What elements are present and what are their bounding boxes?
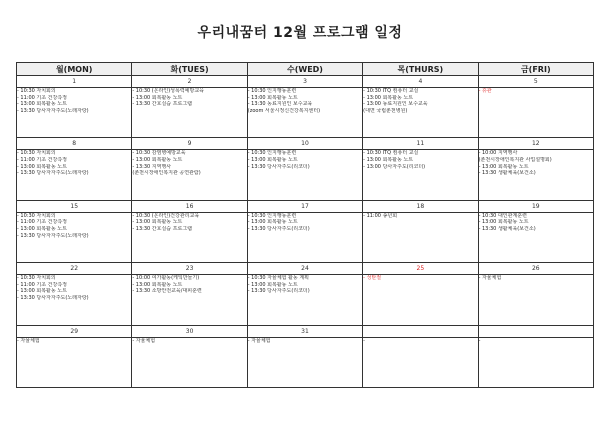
date-number: 19 [478,200,593,212]
schedule-item: - 13:00 회복활동 노트 [363,157,414,163]
schedule-body [17,76,594,388]
date-number: 9 [132,138,247,150]
day-cell [363,275,478,325]
schedule-item: - 자율체험 [17,337,40,344]
schedule-item: - 10:30 자치회의 [17,88,56,95]
schedule-item: - 13:30 당사자자주도(노래자랑) [17,107,89,114]
date-number: 5 [478,76,593,88]
date-number: 16 [132,200,247,212]
schedule-item: - 13:00 회복활동 노트 [17,101,67,108]
schedule-item: - 10:30 자치회의 [17,212,56,219]
schedule-item: - 13:30 동료지원인 보수교육 [247,101,313,108]
day-cell [17,88,132,138]
schedule-item: - 13:30 당사자자주도(노래자랑) [17,232,89,239]
schedule-item: - 자율체험 [478,275,502,282]
schedule-item: - 13:00 회복활동 노트 [132,219,183,226]
date-number: 12 [478,138,593,150]
day-header: 목(THURS) [363,63,478,76]
schedule-item: - 13:00 회복활동 노트 [17,163,67,170]
events-row [17,88,594,138]
page-title: 우리내꿈터 12월 프로그램 일정 [197,25,403,41]
date-number-row [17,138,594,150]
date-number [478,325,593,337]
day-cell [247,150,362,200]
date-number: 31 [247,325,362,337]
date-number: 23 [132,263,247,275]
day-cell [478,150,593,200]
schedule-item: - 11:00 기초 건강측정 [17,157,67,163]
schedule-item: - 13:00 회복활동 노트 [247,94,298,101]
schedule-item: - 13:00 회복활동 노트 [363,94,414,101]
day-cell [17,275,132,325]
schedule-item: - 10:30 ITQ 컴퓨터 교실 [363,88,419,95]
schedule-item: - 13:00 회복활동 노트 [478,219,529,226]
schedule-item: - 11:00 기초 건강측정 [17,219,67,226]
schedule-item: - 11:00 기초 건강측정 [17,94,67,101]
day-header: 월(MON) [17,63,132,76]
schedule-item: - 13:30 소방안전교육/대피훈련 [132,288,202,295]
schedule-item: - 13:00 회복활동 노트 [132,157,183,163]
schedule-item: - 자율체험 [247,337,271,344]
date-number: 3 [247,76,362,88]
day-cell [363,88,478,138]
day-cell [132,212,247,262]
schedule-item: - 13:00 회복활동 노트 [247,281,298,288]
schedule-item: (zoom 서울시정신건강복지센터) [247,107,321,114]
day-cell [363,150,478,200]
schedule-item: - 10:30 ITQ 컴퓨터 교실 [363,150,419,157]
schedule-item: - 자율체험 [132,337,156,344]
schedule-table [16,62,594,388]
schedule-item: - 13:30 간호실습 프로그램 [132,225,193,232]
date-number-row [17,200,594,212]
schedule-item: - 13:30 생활체육(보건소) [478,170,536,177]
day-cell [247,337,362,387]
schedule-item: - 13:30 지역행사 [132,163,172,170]
schedule-item: - 13:30 당사자주도(리코더) [247,288,310,295]
day-cell [478,88,593,138]
day-cell [17,337,132,387]
day-cell [17,212,132,262]
date-number-row [17,263,594,275]
date-number-row [17,76,594,88]
date-number-row [17,325,594,337]
schedule-item: - 10:30 감염병예방교육 [132,150,186,157]
day-cell [478,337,593,387]
schedule-item: - 13:30 생활체육(보건소) [478,225,536,232]
date-number: 1 [17,76,132,88]
schedule-item: - 10:30 (온라인)건강관리교육 [132,212,200,219]
schedule-item: (춘천시장애인복지관 사업설명회) [478,157,552,163]
schedule-item: - 13:00 회복활동 노트 [17,288,67,295]
schedule-item: - 10:30 (온라인)성폭력예방교육 [132,88,204,95]
date-number: 26 [478,263,593,275]
schedule-item: - 11:00 기초 건강측정 [17,281,67,288]
schedule-item: - 10:30 자율체험 활동 계획 [247,275,309,282]
date-number: 22 [17,263,132,275]
day-cell [478,212,593,262]
schedule-item: - 10:30 인지행동훈련 [247,88,297,95]
day-cell [132,88,247,138]
day-cell [478,275,593,325]
schedule-item: - 휴관 [478,88,492,95]
schedule-item: - 11:00 송년회 [363,212,398,219]
events-row [17,212,594,262]
day-header: 수(WED) [247,63,362,76]
date-number: 17 [247,200,362,212]
day-header: 금(FRI) [478,63,593,76]
schedule-item: - 10:30 자치회의 [17,275,56,282]
schedule-item: - 10:30 자치회의 [17,150,56,157]
schedule-item: - 13:00 회복활동 노트 [132,94,183,101]
schedule-item: - [478,337,481,344]
schedule-item: - 13:00 회복활동 노트 [247,157,298,163]
date-number: 11 [363,138,478,150]
schedule-item: - 13:00 회복활동 노트 [478,163,529,170]
schedule-item: - 13:30 당사자주도(리코더) [247,225,310,232]
schedule-item: - 10:30 인지행동훈련 [247,212,297,219]
schedule-item: - 13:00 회복활동 노트 [247,219,298,226]
schedule-item: - 13:30 당사자자주도(노래자랑) [17,294,89,301]
schedule-item: - [363,337,365,344]
schedule-item: - 10:00 지역행사 [478,150,518,157]
day-cell [247,212,362,262]
day-header-row [17,63,594,76]
day-cell [363,337,478,387]
schedule-item: - 13:00 회복활동 노트 [17,225,67,232]
schedule-item: (춘천시장애인복지관 공연관람) [132,170,201,177]
date-number: 25 [363,263,478,275]
schedule-item: - 13:30 간호실습 프로그램 [132,101,193,108]
events-row [17,337,594,387]
schedule-item: - 13:30 당사자주도(리코더) [247,163,310,170]
date-number: 24 [247,263,362,275]
schedule-item: - 10:30 인지행동훈련 [247,150,297,157]
date-number: 30 [132,325,247,337]
day-cell [132,337,247,387]
day-cell [247,275,362,325]
events-row [17,275,594,325]
schedule-item: - 13:00 동료지원인 보수교육 [363,101,428,108]
date-number: 2 [132,76,247,88]
day-cell [132,275,247,325]
schedule-item: - 10:30 대인관계훈련 [478,212,527,219]
date-number: 10 [247,138,362,150]
date-number: 8 [17,138,132,150]
schedule-item: (대면 국립춘천병원) [363,107,408,114]
schedule-item: - 13:30 당사자자주도(노래자랑) [17,170,89,177]
events-row [17,150,594,200]
day-cell [17,150,132,200]
schedule-item: - 성탄절 [363,275,382,282]
date-number: 15 [17,200,132,212]
schedule-item: - 10:00 여가활동(케잌만들기) [132,275,200,282]
schedule-item: - 13:00 당사자주도(리코더) [363,163,426,170]
day-cell [247,88,362,138]
day-cell [363,212,478,262]
date-number: 29 [17,325,132,337]
date-number: 4 [363,76,478,88]
schedule-item: - 13:00 회복활동 노트 [132,281,183,288]
date-number: 18 [363,200,478,212]
day-cell [132,150,247,200]
day-header: 화(TUES) [132,63,247,76]
date-number [363,325,478,337]
